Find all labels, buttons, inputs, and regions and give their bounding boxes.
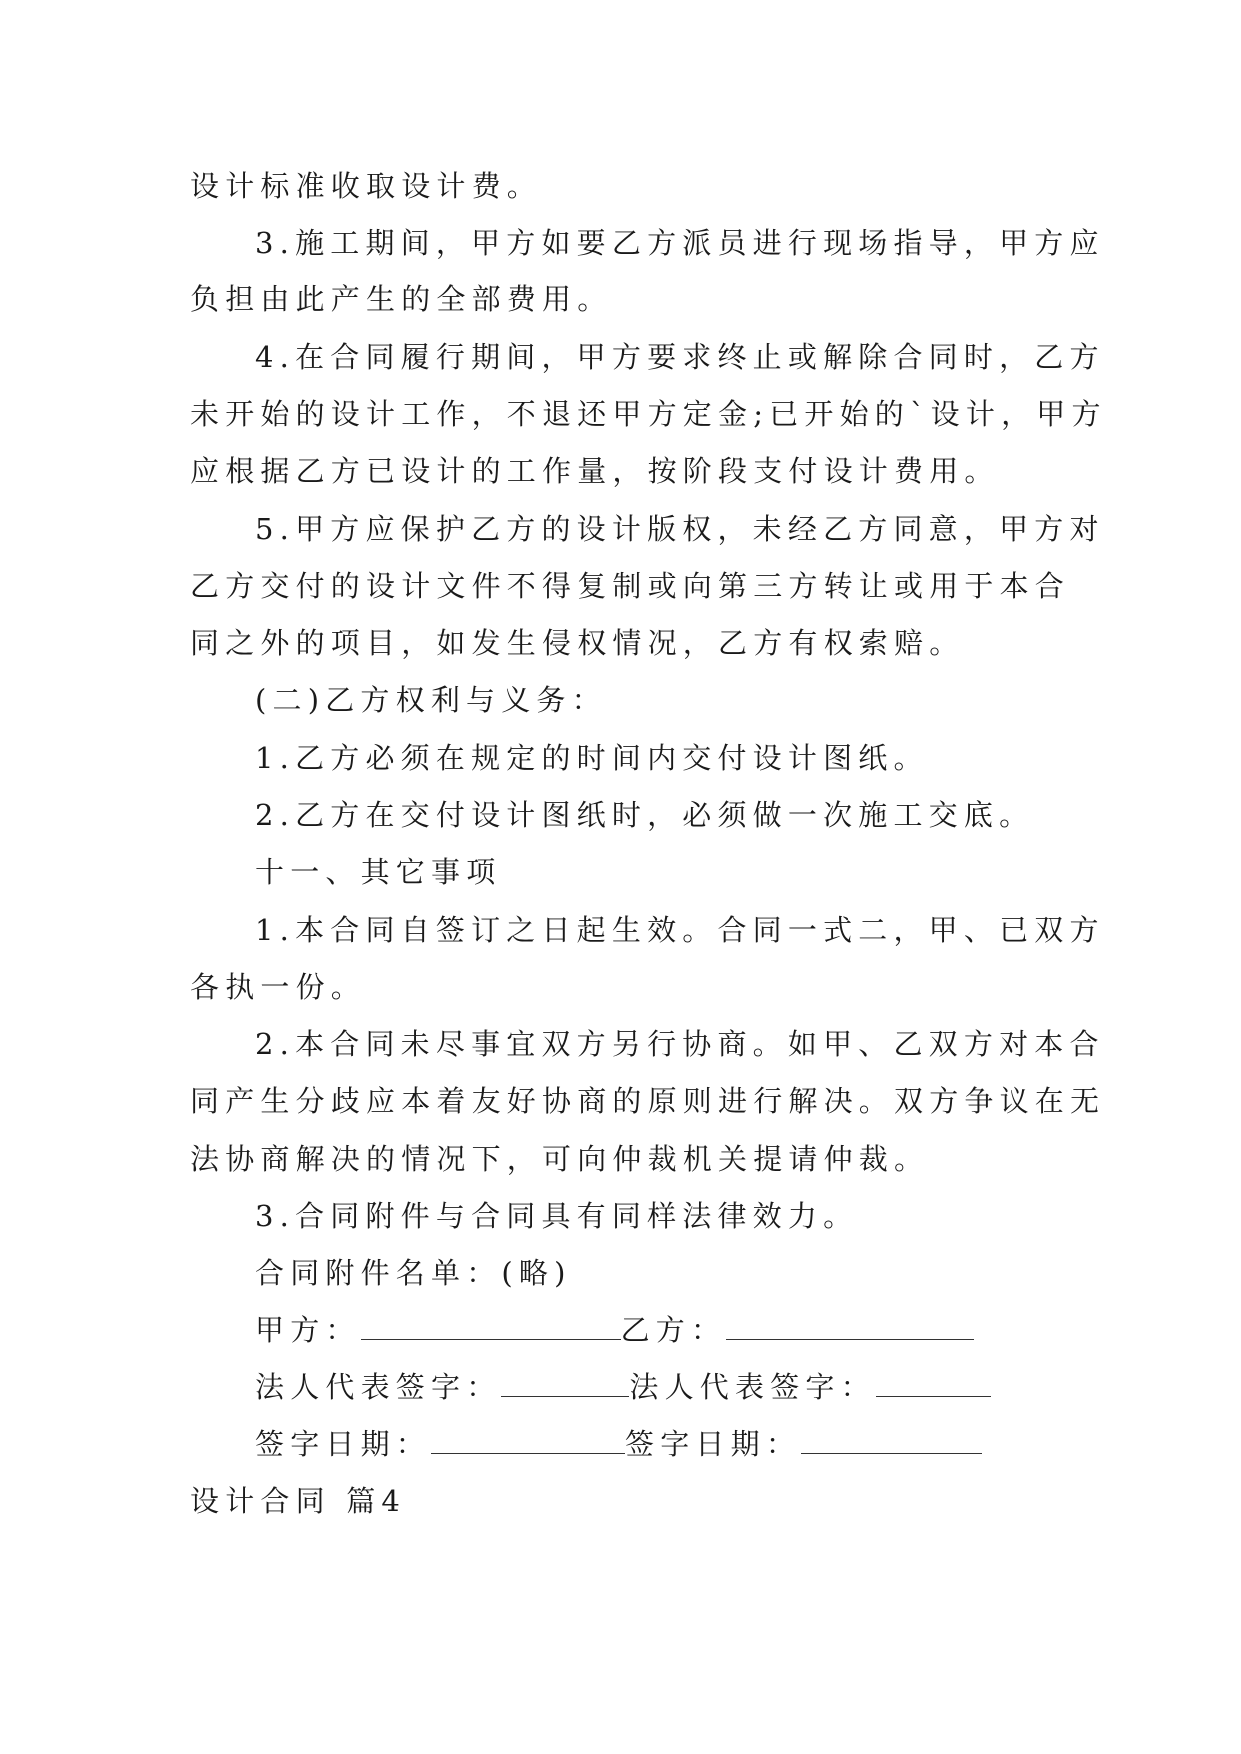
legal-rep-b-blank bbox=[876, 1368, 991, 1397]
paragraph-line: 2.本合同未尽事宜双方另行协商。如甲、乙双方对本合 bbox=[255, 1027, 1105, 1061]
date-a-label: 签字日期： bbox=[255, 1427, 432, 1461]
date-a-blank bbox=[431, 1425, 625, 1454]
party-b-label: 乙方： bbox=[620, 1313, 727, 1347]
paragraph-line: 应根据乙方已设计的工作量，按阶段支付设计费用。 bbox=[190, 454, 1000, 488]
paragraph-line: 5.甲方应保护乙方的设计版权，未经乙方同意，甲方对 bbox=[255, 512, 1105, 546]
paragraph-line: 设计标准收取设计费。 bbox=[190, 169, 543, 203]
paragraph-line: 1.本合同自签订之日起生效。合同一式二，甲、已双方 bbox=[255, 913, 1105, 947]
section-heading: (二)乙方权利与义务： bbox=[255, 683, 607, 717]
paragraph-line: 4.在合同履行期间，甲方要求终止或解除合同时，乙方 bbox=[255, 340, 1105, 374]
signature-row-legal-rep bbox=[255, 1367, 991, 1407]
paragraph-line: 3.施工期间，甲方如要乙方派员进行现场指导，甲方应 bbox=[255, 226, 1105, 260]
paragraph-line: 未开始的设计工作，不退还甲方定金;已开始的`设计，甲方 bbox=[190, 397, 1107, 431]
paragraph-line: 负担由此产生的全部费用。 bbox=[190, 282, 613, 316]
date-b-blank bbox=[801, 1425, 982, 1454]
date-b-label: 签字日期： bbox=[625, 1427, 802, 1461]
paragraph-line: 同产生分歧应本着友好协商的原则进行解决。双方争议在无 bbox=[190, 1084, 1106, 1118]
paragraph-line: 法协商解决的情况下，可向仲裁机关提请仲裁。 bbox=[190, 1142, 930, 1176]
paragraph-line: 各执一份。 bbox=[190, 970, 367, 1004]
paragraph-line: 同之外的项目，如发生侵权情况，乙方有权索赔。 bbox=[190, 626, 965, 660]
legal-rep-b-label: 法人代表签字： bbox=[629, 1370, 876, 1404]
party-b-blank bbox=[726, 1311, 974, 1340]
signature-row-party bbox=[255, 1310, 974, 1350]
paragraph-line: 乙方交付的设计文件不得复制或向第三方转让或用于本合 bbox=[190, 569, 1071, 603]
signature-row-date bbox=[255, 1424, 982, 1464]
legal-rep-a-blank bbox=[501, 1368, 629, 1397]
paragraph-line: 3.合同附件与合同具有同样法律效力。 bbox=[255, 1199, 859, 1233]
next-section-title: 设计合同 篇4 bbox=[190, 1484, 407, 1518]
legal-rep-a-label: 法人代表签字： bbox=[255, 1370, 502, 1404]
paragraph-line: 1.乙方必须在规定的时间内交付设计图纸。 bbox=[255, 741, 929, 775]
paragraph-line: 2.乙方在交付设计图纸时，必须做一次施工交底。 bbox=[255, 798, 1035, 832]
party-a-blank bbox=[361, 1311, 621, 1340]
attachment-list-line: 合同附件名单：(略) bbox=[255, 1256, 572, 1290]
party-a-label: 甲方： bbox=[255, 1313, 361, 1347]
section-heading: 十一、其它事项 bbox=[255, 855, 502, 889]
